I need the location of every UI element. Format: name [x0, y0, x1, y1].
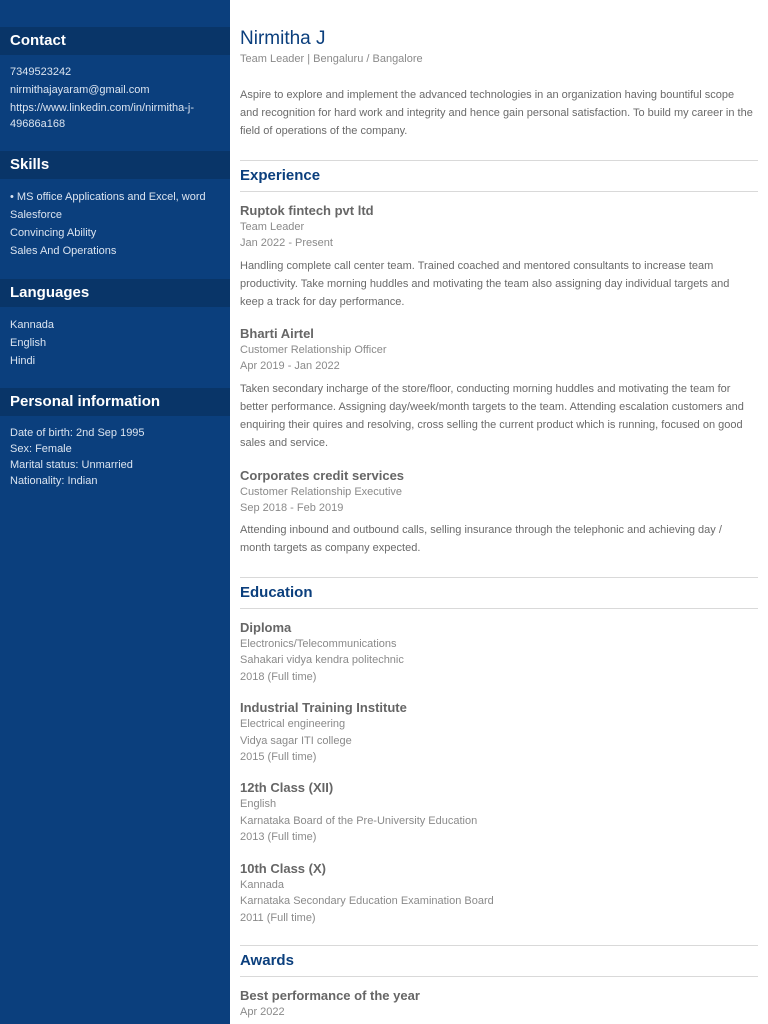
- award-title: Best performance of the year: [240, 988, 420, 1003]
- education-institution: Karnataka Secondary Education Examination Board: [240, 895, 494, 907]
- education-institution: Karnataka Board of the Pre-University Education: [240, 815, 478, 827]
- education-year: 2011 (Full time): [240, 912, 316, 924]
- skill-item: Sales And Operations: [10, 245, 117, 257]
- experience-description: Taken secondary incharge of the store/floor, conducting morning huddles and motivating the team for better performance. Assigning day/week/month targets to the team. Attending escalation customers and enquiring their quires and resolving, cross selling the current product which is running, focused on good sales and service.: [240, 383, 744, 449]
- experience-dates: Jan 2022 - Present: [240, 237, 333, 249]
- education-institution: Sahakari vidya kendra politechnic: [240, 654, 404, 666]
- education-title: 10th Class (X): [240, 861, 326, 876]
- experience-role: Customer Relationship Officer: [240, 344, 387, 356]
- skill-item: • MS office Applications and Excel, word: [10, 191, 206, 203]
- experience-company: Corporates credit services: [240, 468, 405, 483]
- skill-item: Salesforce: [10, 209, 62, 221]
- skills-heading: Skills: [0, 151, 230, 179]
- education-field: Electronics/Telecommunications: [240, 638, 397, 650]
- education-heading: Education: [240, 584, 313, 601]
- skill-item: Convincing Ability: [10, 227, 97, 239]
- language-item: English: [10, 337, 47, 349]
- contact-phone: 7349523242: [10, 66, 72, 78]
- divider: [240, 945, 758, 946]
- experience-company: Bharti Airtel: [240, 326, 314, 341]
- education-field: English: [240, 798, 277, 810]
- education-title: Industrial Training Institute: [240, 700, 407, 715]
- experience-role: Team Leader: [240, 221, 305, 233]
- personal-info-item: Date of birth: 2nd Sep 1995: [10, 427, 145, 439]
- candidate-subtitle: Team Leader | Bengaluru / Bangalore: [240, 53, 423, 65]
- award-date: Apr 2022: [240, 1006, 285, 1018]
- personal-info-item: Marital status: Unmarried: [10, 459, 133, 471]
- experience-role: Customer Relationship Executive: [240, 486, 403, 498]
- contact-linkedin-line1[interactable]: https://www.linkedin.com/in/nirmitha-j-: [10, 102, 195, 114]
- experience-description: Attending inbound and outbound calls, selling insurance through the telephonic and achieving day / month targets as company expected.: [240, 524, 722, 554]
- experience-heading: Experience: [240, 167, 321, 184]
- contact-linkedin-line2[interactable]: 49686a168: [10, 118, 66, 130]
- personal-info-item: Nationality: Indian: [10, 475, 98, 487]
- divider: [240, 191, 758, 192]
- languages-heading: Languages: [0, 279, 230, 307]
- education-field: Electrical engineering: [240, 718, 346, 730]
- education-title: Diploma: [240, 620, 292, 635]
- contact-email[interactable]: nirmithajayaram@gmail.com: [10, 84, 150, 96]
- education-year: 2018 (Full time): [240, 671, 317, 683]
- experience-dates: Apr 2019 - Jan 2022: [240, 360, 340, 372]
- education-title: 12th Class (XII): [240, 780, 334, 795]
- education-institution: Vidya sagar ITI college: [240, 735, 352, 747]
- divider: [240, 160, 758, 161]
- awards-heading: Awards: [240, 952, 294, 969]
- education-field: Kannada: [240, 879, 285, 891]
- education-year: 2013 (Full time): [240, 831, 317, 843]
- divider: [240, 577, 758, 578]
- personal-info-item: Sex: Female: [10, 443, 72, 455]
- experience-description: Handling complete call center team. Trained coached and mentored consultants to increase team productivity. Take morning huddles and motivating the team also assigning day individual targets and keep a track for day performance.: [240, 260, 730, 308]
- language-item: Kannada: [10, 319, 55, 331]
- divider: [240, 976, 758, 977]
- experience-company: Ruptok fintech pvt ltd: [240, 203, 374, 218]
- education-year: 2015 (Full time): [240, 751, 317, 763]
- language-item: Hindi: [10, 355, 36, 367]
- personal-info-heading: Personal information: [0, 388, 230, 416]
- career-summary: Aspire to explore and implement the advanced technologies in an organization having bountiful scope and recognition for hard work and integrity and hence gain personal satisfaction. To build my career in the field of operations of the company.: [240, 89, 753, 137]
- experience-dates: Sep 2018 - Feb 2019: [240, 502, 344, 514]
- candidate-name: Nirmitha J: [240, 28, 326, 49]
- divider: [240, 608, 758, 609]
- contact-heading: Contact: [0, 27, 230, 55]
